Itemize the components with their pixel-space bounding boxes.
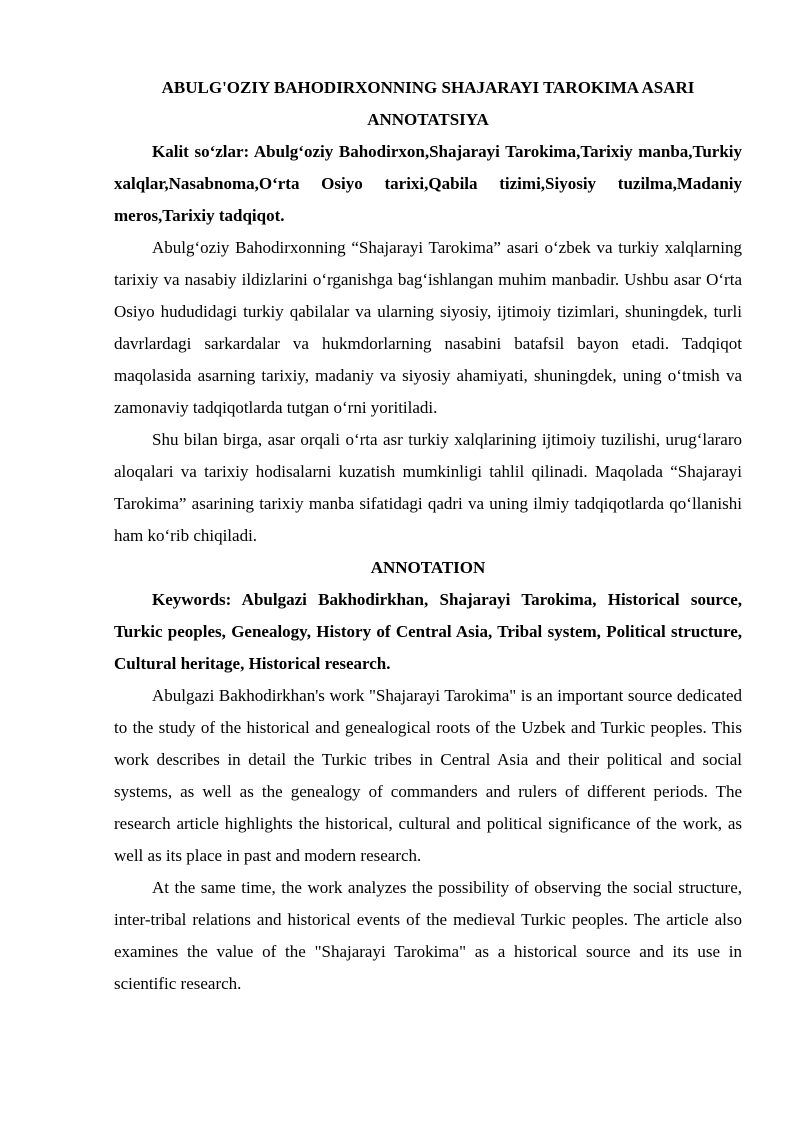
paragraph-uz-2: Shu bilan birga, asar orqali o‘rta asr turkiy xalqlarining ijtimoiy tuzilishi, urug‘lararo aloqalari va tarixiy hodisalarni kuzatish mumkinligi tahlil qilinadi. Maqolada “Shajarayi Tarokima” asarining tarixiy manba sifatidagi qadri va uning ilmiy tadqiqotlarda qo‘llanishi ham ko‘rib chiqiladi. <box>114 430 742 545</box>
paragraph-en-2: At the same time, the work analyzes the possibility of observing the social structure, inter-tribal relations and historical events of the medieval Turkic peoples. The article also examines the value of the "Shajarayi Tarokima" as a historical source and its use in scientific research. <box>114 878 742 993</box>
keywords-uz: Kalit so‘zlar: Abulg‘oziy Bahodirxon,Shajarayi Tarokima,Tarixiy manba,Turkiy xalqlar,Nasabnoma,O‘rta Osiyo tarixi,Qabila tizimi,Siyosiy tuzilma,Madaniy meros,Tarixiy tadqiqot. <box>114 142 742 225</box>
paragraph-en-1: Abulgazi Bakhodirkhan's work "Shajarayi Tarokima" is an important source dedicated to the study of the historical and genealogical roots of the Uzbek and Turkic peoples. This work describes in detail the Turkic tribes in Central Asia and their political and social systems, as well as the genealogy of commanders and rulers of different periods. The research article highlights the historical, cultural and political significance of the work, as well as its place in past and modern research. <box>114 686 742 865</box>
paragraph-uz-1: Abulg‘oziy Bahodirxonning “Shajarayi Tarokima” asari o‘zbek va turkiy xalqlarning tarixiy va nasabiy ildizlarini o‘rganishga bag‘ishlangan muhim manbadir. Ushbu asar O‘rta Osiyo hududidagi turkiy qabilalar va ularning siyosiy, ijtimoiy tizimlari, shuningdek, turli davrlardagi sarkardalar va hukmdorlarning nasabini batafsil bayon etadi. Tadqiqot maqolasida asarning tarixiy, madaniy va siyosiy ahamiyati, shuningdek, uning o‘tmish va zamonaviy tadqiqotlarda tutgan o‘rni yoritiladi. <box>114 238 742 417</box>
keywords-en: Keywords: Abulgazi Bakhodirkhan, Shajarayi Tarokima, Historical source, Turkic peoples, Genealogy, History of Central Asia, Tribal system, Political structure, Cultural heritage, Historical research. <box>114 590 742 673</box>
annotation-heading-uz: ANNOTATSIYA <box>367 110 489 129</box>
annotation-heading-en: ANNOTATION <box>370 558 486 577</box>
document-page <box>114 72 742 1000</box>
document-title: ABULG'OZIY BAHODIRXONNING SHAJARAYI TAROKIMA ASARI <box>161 78 695 97</box>
